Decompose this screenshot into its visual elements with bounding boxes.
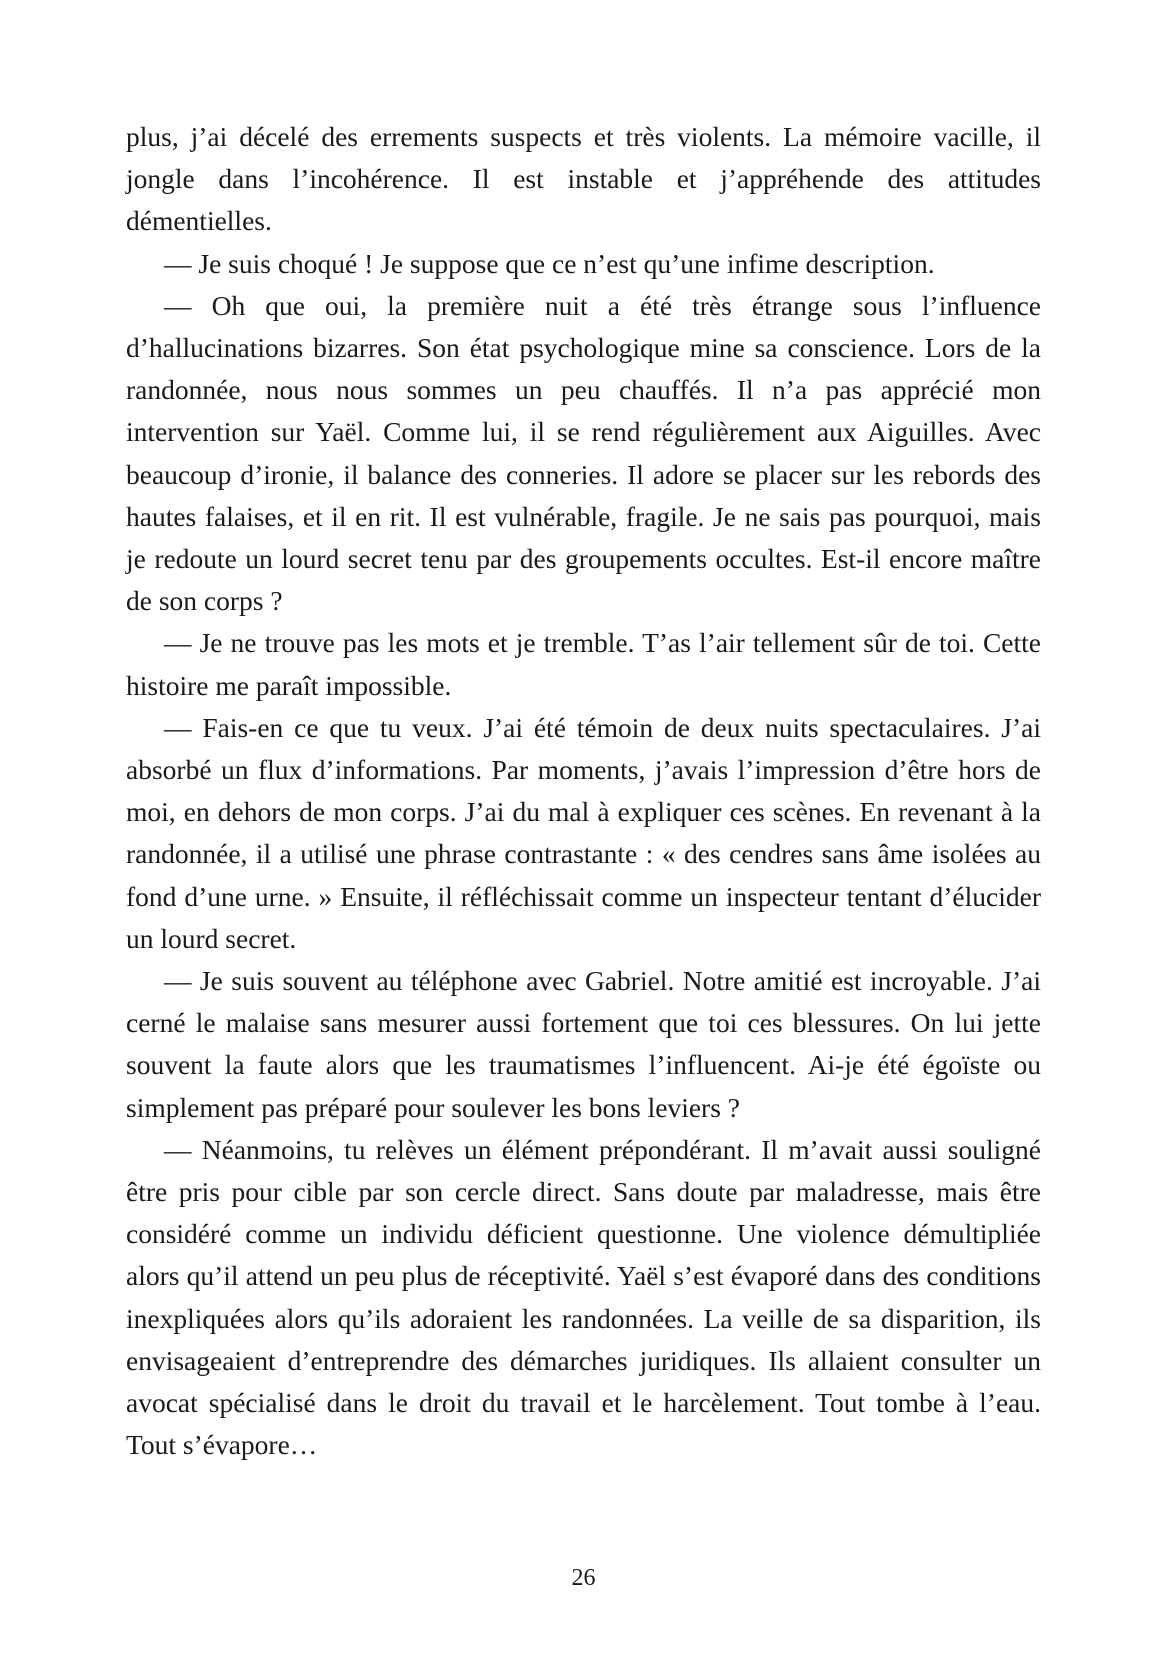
body-text [126,116,1041,1467]
paragraph: — Je suis souvent au téléphone avec Gabriel. Notre amitié est incroyable. J’ai cerné le malaise sans mesurer aussi fortement que toi ces blessures. On lui jette souvent la faute alors que les traumatismes l’influencent. Ai-je été égoïste ou simplement pas préparé pour soulever les bons leviers ? [126,965,1041,1123]
paragraph: — Oh que oui, la première nuit a été très étrange sous l’influence d’hallucinations bizarres. Son état psychologique mine sa conscience. Lors de la randonnée, nous nous sommes un peu chauffés. Il n’a pas apprécié mon intervention sur Yaël. Comme lui, il se rend régulièrement aux Aiguilles. Avec beaucoup d’ironie, il balance des conneries. Il adore se placer sur les rebords des hautes falaises, et il en rit. Il est vulnérable, fragile. Je ne sais pas pourquoi, mais je redoute un lourd secret tenu par des groupements occultes. Est-il encore maître de son corps ? [126,289,1041,617]
paragraph: — Je suis choqué ! Je suppose que ce n’est qu’une infime description. [164,247,935,279]
paragraph: — Je ne trouve pas les mots et je tremble. T’as l’air tellement sûr de toi. Cette histoire me paraît impossible. [126,627,1041,701]
paragraph: — Fais-en ce que tu veux. J’ai été témoin de deux nuits spectaculaires. J’ai absorbé un flux d’informations. Par moments, j’avais l’impression d’être hors de moi, en dehors de mon corps. J’ai du mal à expliquer ces scènes. En revenant à la randonnée, il a utilisé une phrase contrastante : « des cendres sans âme isolées au fond d’une urne. » Ensuite, il réfléchissait comme un inspecteur tentant d’élucider un lourd secret. [126,711,1041,954]
paragraph: — Néanmoins, tu relèves un élément prépondérant. Il m’avait aussi souligné être pris pour cible par son cercle direct. Sans doute par maladresse, mais être considéré comme un individu déficient questionne. Une violence démultipliée alors qu’il attend un peu plus de réceptivité. Yaël s’est évaporé dans des conditions inexpliquées alors qu’ils adoraient les randonnées. La veille de sa disparition, ils envisageaient d’entreprendre des démarches juridiques. Ils allaient consulter un avocat spécialisé dans le droit du travail et le harcèlement. Tout tombe à l’eau. Tout s’évapore… [126,1133,1041,1461]
paragraph: plus, j’ai décelé des errements suspects et très violents. La mémoire vacille, il jongle dans l’incohérence. Il est instable et j’appréhende des attitudes démentielles. [126,121,1041,237]
page-number: 26 [571,1565,596,1591]
